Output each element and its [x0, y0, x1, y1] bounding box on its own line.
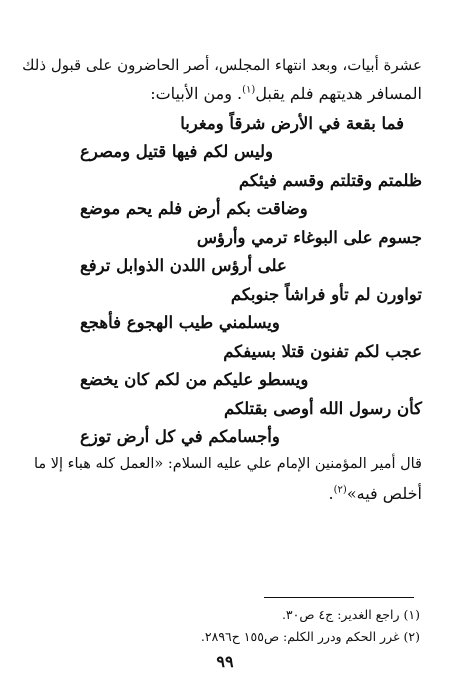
prose-line-1: عشرة أبيات، وبعد انتهاء المجلس، أصر الحاضرون على قبول ذلك [22, 56, 422, 74]
footnote-marker-1: (١) [242, 84, 256, 96]
verse-line-3: ظلمتم وقتلتم وقسم فيئكم [238, 171, 422, 190]
verse-line-10: ويسطو عليكم من لكم كان يخضع [80, 370, 309, 389]
prose-line-2 [150, 84, 422, 103]
verse-line-11: كأن رسول الله أوصى بقتلكم [224, 399, 422, 418]
prose-line-2-text: المسافر هديتهم فلم يقبل [255, 84, 422, 103]
verse-line-6: على أرؤس اللدن الذوابل ترفع [80, 256, 287, 275]
footnote-2: (٢) غرر الحكم ودرر الكلم: ص١٥٥ ح٢٨٩٦. [200, 629, 420, 644]
footnote-marker-2: (٢) [333, 484, 347, 496]
quote-line-2-tail: . [328, 484, 334, 503]
prose-line-2-tail: . ومن الأبيات: [150, 84, 243, 103]
verse-line-12: وأجسامكم في كل أرض توزع [80, 427, 280, 446]
verse-line-1: فما بقعة في الأرض شرقاً ومغربا [180, 114, 404, 133]
verse-line-9: عجب لكم تفنون قتلا بسيفكم [223, 342, 422, 361]
verse-line-5: جسوم على البوغاء ترمي وأرؤس [196, 228, 422, 247]
quote-line-2 [329, 484, 422, 503]
page-number: ٩٩ [216, 652, 234, 671]
footnote-1: (١) راجع الغدير: ج٤ ص٣٠. [281, 607, 420, 622]
quote-line-1: قال أمير المؤمنين الإمام علي عليه السلام: «العمل كله هباء إلا ما [33, 456, 422, 472]
verse-line-8: ويسلمني طيب الهجوع فأهجع [80, 313, 280, 332]
verse-line-2: وليس لكم فيها قتيل ومصرع [80, 142, 274, 161]
footnote-divider [264, 597, 414, 598]
verse-line-7: تواورن لم تأو فراشاً جنوبكم [230, 285, 422, 304]
quote-line-2-text: أخلص فيه» [346, 484, 422, 503]
verse-line-4: وضاقت بكم أرض فلم يحم موضع [80, 199, 308, 218]
